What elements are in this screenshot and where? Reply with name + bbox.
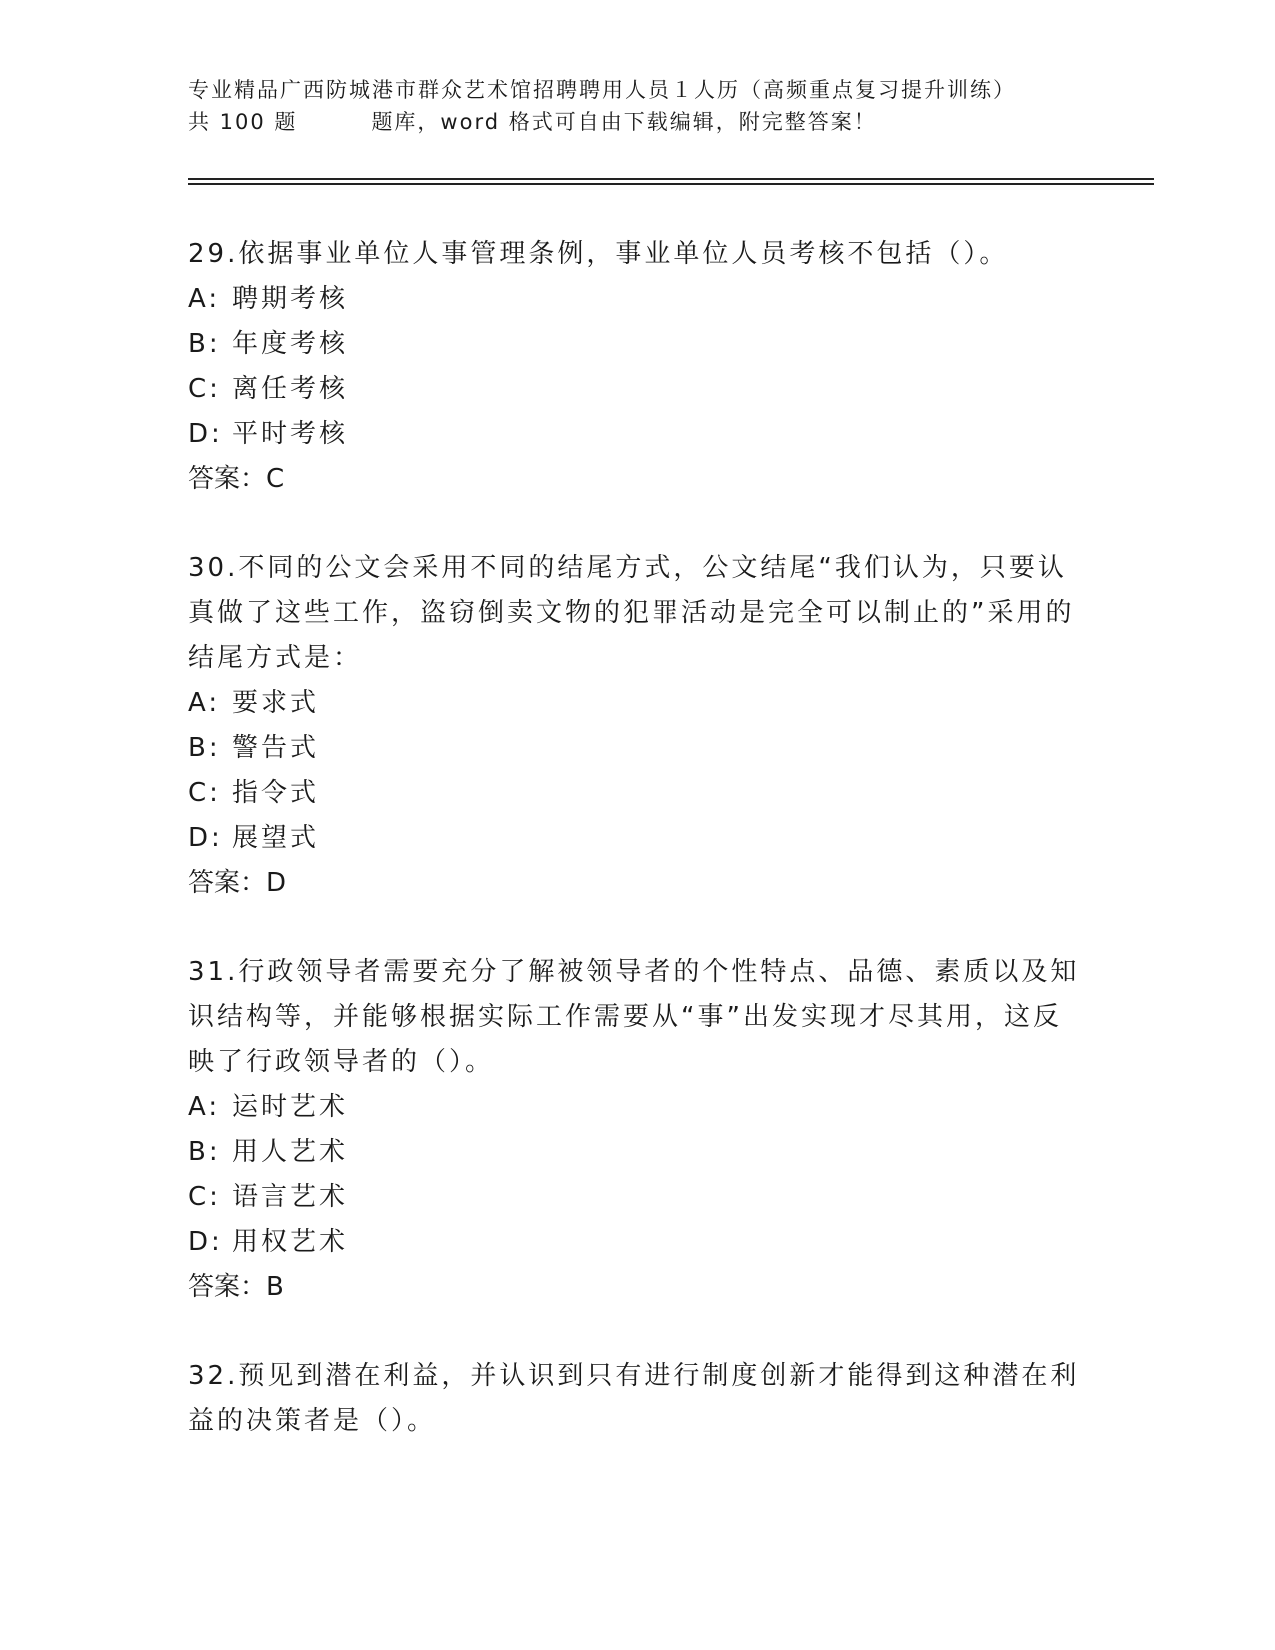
question-text: 30.不同的公文会采用不同的结尾方式，公文结尾“我们认为，只要认真做了这些工作，盗窃倒卖文物的犯罪活动是完全可以制止的”采用的结尾方式是：: [188, 553, 1075, 673]
option-letter: C:: [188, 1182, 221, 1212]
answer-key: 答案：C: [188, 464, 285, 494]
option-letter: D:: [188, 419, 223, 449]
answer-option: [188, 816, 1088, 861]
header-spacer: [297, 106, 371, 138]
answer-option: [188, 726, 1088, 771]
question-text: 32.预见到潜在利益，并认识到只有进行制度创新才能得到这种潜在利益的决策者是（）。: [188, 1361, 1080, 1436]
option-text: 离任考核: [232, 374, 349, 404]
header-divider-bottom: [188, 183, 1154, 185]
option-text: 警告式: [232, 733, 320, 763]
option-text: 展望式: [232, 823, 320, 853]
option-letter: C:: [188, 778, 221, 808]
option-letter: A:: [188, 688, 221, 718]
answer-option: [188, 681, 1088, 726]
answer-key: 答案：B: [188, 1272, 284, 1302]
option-text: 语言艺术: [232, 1182, 349, 1212]
answer-option: [188, 412, 1088, 457]
option-text: 聘期考核: [232, 284, 349, 314]
answer-key: 答案：D: [188, 868, 287, 898]
option-letter: B:: [188, 329, 221, 359]
question-list: [188, 232, 1088, 1488]
question-item: [188, 232, 1088, 502]
question-text: 31.行政领导者需要充分了解被领导者的个性特点、品德、素质以及知识结构等，并能够根据实际工作需要从“事”出发实现才尽其用，这反映了行政领导者的（）。: [188, 957, 1080, 1077]
option-letter: D:: [188, 823, 223, 853]
option-text: 运时艺术: [232, 1092, 349, 1122]
option-text: 指令式: [232, 778, 320, 808]
answer-option: [188, 277, 1088, 322]
option-letter: D:: [188, 1227, 223, 1257]
option-text: 用权艺术: [232, 1227, 349, 1257]
answer-option: [188, 1220, 1088, 1265]
header-question-count: 共 100 题: [188, 110, 298, 134]
document-header: [188, 74, 1088, 138]
option-letter: A:: [188, 284, 221, 314]
answer-option: [188, 322, 1088, 367]
answer-option: [188, 1175, 1088, 1220]
option-letter: B:: [188, 1137, 221, 1167]
answer-option: [188, 771, 1088, 816]
option-text: 用人艺术: [232, 1137, 349, 1167]
question-item: [188, 950, 1088, 1310]
header-title-line: 专业精品广西防城港市群众艺术馆招聘聘用人员１人历（高频重点复习提升训练）: [188, 78, 1016, 102]
header-divider-top: [188, 178, 1154, 180]
option-letter: A:: [188, 1092, 221, 1122]
header-subtitle-line: [188, 106, 1088, 138]
header-description: 题库，word 格式可自由下载编辑，附完整答案！: [371, 110, 877, 134]
question-item: [188, 1354, 1088, 1444]
option-letter: B:: [188, 733, 221, 763]
option-text: 要求式: [232, 688, 320, 718]
answer-option: [188, 1130, 1088, 1175]
question-text: 29.依据事业单位人事管理条例，事业单位人员考核不包括（）。: [188, 239, 1009, 269]
option-text: 平时考核: [232, 419, 349, 449]
answer-option: [188, 1085, 1088, 1130]
question-item: [188, 546, 1088, 906]
option-letter: C:: [188, 374, 221, 404]
answer-option: [188, 367, 1088, 412]
option-text: 年度考核: [232, 329, 349, 359]
